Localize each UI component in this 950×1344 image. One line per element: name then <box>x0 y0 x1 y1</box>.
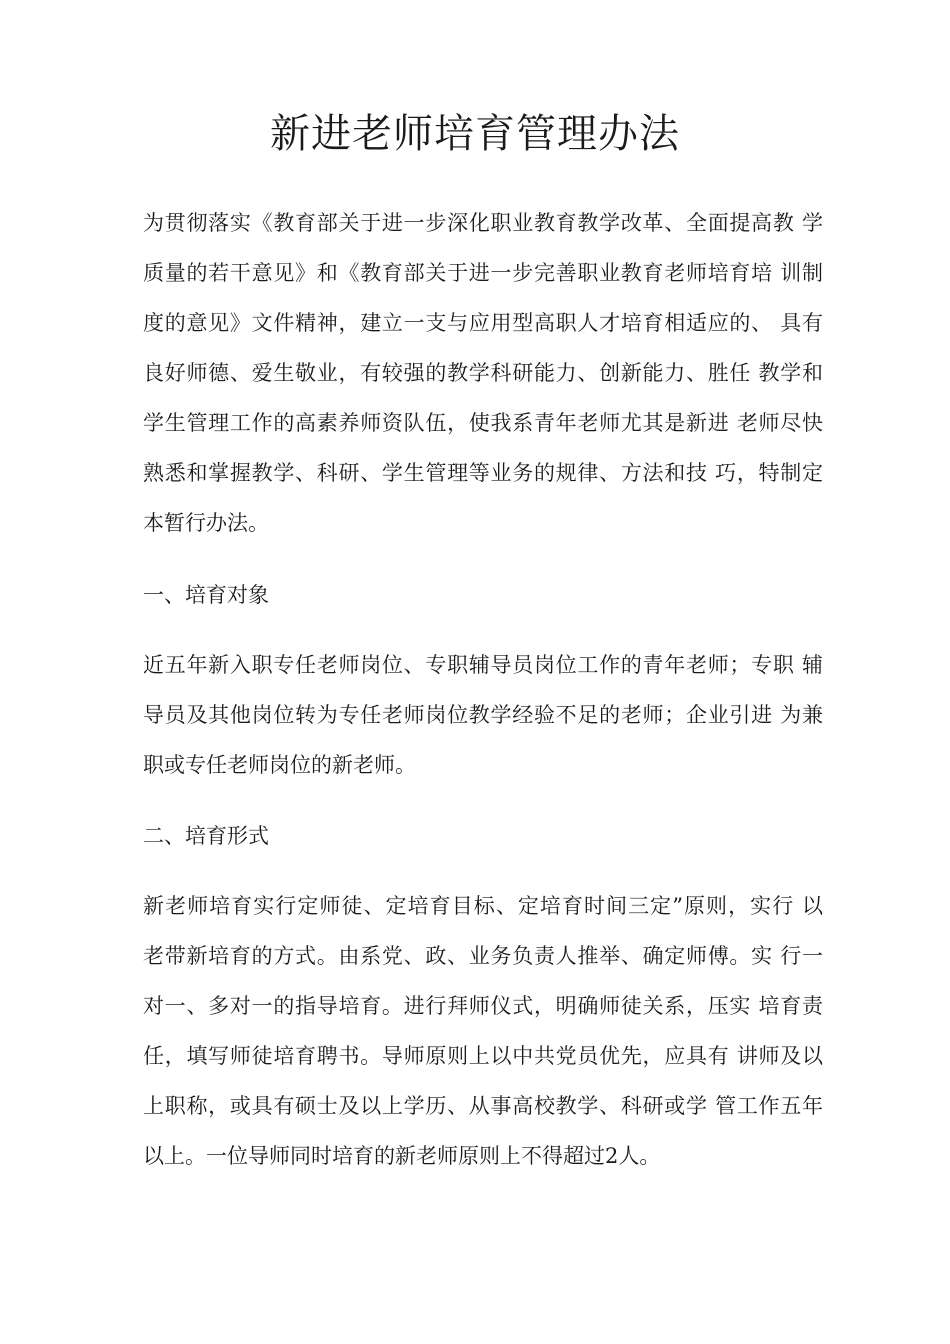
intro-line: 本暂行办法。 <box>143 511 269 535</box>
paragraph-line: 对一、多对一的指导培育。进行拜师仪式，明确师徒关系，压实 培育责 <box>143 994 823 1018</box>
section-heading-training-form: 二、培育形式 <box>143 824 269 848</box>
paragraph-line: 任，填写师徒培育聘书。导师原则上以中共党员优先，应具有 讲师及以 <box>143 1044 823 1068</box>
document-title: 新进老师培育管理办法 <box>270 111 680 157</box>
paragraph-line: 职或专任老师岗位的新老师。 <box>143 753 416 777</box>
intro-paragraph <box>143 198 823 548</box>
paragraph-line: 以上。一位导师同时培育的新老师原则上不得超过2人。 <box>143 1144 661 1168</box>
section-heading-training-targets: 一、培育对象 <box>143 583 269 607</box>
intro-line: 学生管理工作的高素养师资队伍，使我系青年老师尤其是新进 老师尽快 <box>143 411 823 435</box>
intro-line: 质量的若干意见》和《教育部关于进一步完善职业教育老师培育培 训制 <box>143 261 823 285</box>
intro-line: 度的意见》文件精神，建立一支与应用型高职人才培育相适应的、 具有 <box>143 311 823 335</box>
intro-line: 良好师德、爱生敬业，有较强的教学科研能力、创新能力、胜任 教学和 <box>143 361 823 385</box>
paragraph-line: 近五年新入职专任老师岗位、专职辅导员岗位工作的青年老师；专职 辅 <box>143 653 823 677</box>
paragraph-line: 新老师培育实行定师徒、定培育目标、定培育时间三定”原则，实行 以 <box>143 894 823 918</box>
paragraph-line: 老带新培育的方式。由系党、政、业务负责人推举、确定师傅。实 行一 <box>143 944 823 968</box>
training-targets-paragraph <box>143 640 823 790</box>
paragraph-line: 导员及其他岗位转为专任老师岗位教学经验不足的老师；企业引进 为兼 <box>143 703 823 727</box>
intro-line: 熟悉和掌握教学、科研、学生管理等业务的规律、方法和技 巧，特制定 <box>143 461 823 485</box>
intro-line: 为贯彻落实《教育部关于进一步深化职业教育教学改革、全面提高教 学 <box>143 211 823 235</box>
training-form-paragraph <box>143 881 823 1181</box>
paragraph-line: 上职称，或具有硕士及以上学历、从事高校教学、科研或学 管工作五年 <box>143 1094 823 1118</box>
